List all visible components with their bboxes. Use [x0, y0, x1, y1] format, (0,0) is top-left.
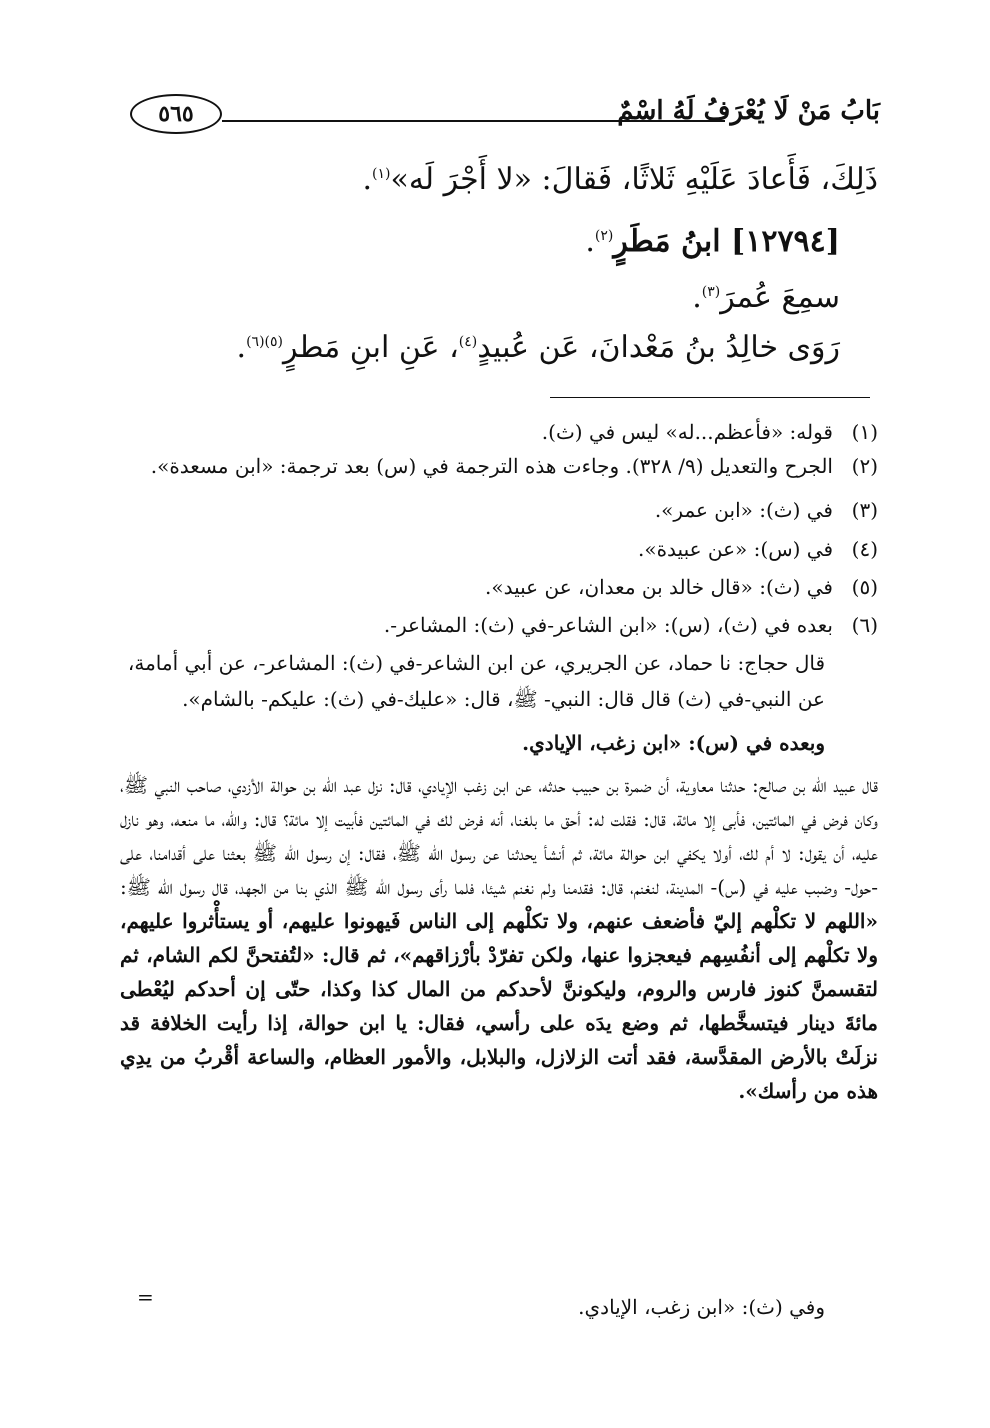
footnote-text: في (ث): «قال خالد بن معدان، عن عبيد».: [485, 575, 833, 599]
footnote-number: (٦): [851, 613, 878, 637]
footnote-ref: (٢): [594, 228, 614, 244]
footnote-4: [118, 532, 878, 566]
header-rule: [222, 120, 725, 122]
paragraph-text: قال عبيد الله بن صالح: حدثنا معاوية، أن ضمرة بن حبيب حدثه، عن ابن زغب الإيادي، قال: نزل عبد الله بن حوالة الأزدي، صاحب النبي ﷺ، وكان فرض في المائتين، فأبى إلا مائة، قال: فقلت له: أحق ما بلغنا، أنه فرض لك في المائتين فأبيت إلا مائة؟ قال: والله، ما منعه، وهو نازل عليه، أن يقول: لا أم لك، أولا يكفي ابن حوالة مائة، ثم أنشأ يحدثنا عن رسول الله ﷺ، فقال: إن رسول الله ﷺ بعثنا على أقدامنا، على -حول- وضبب عليه في (س)- المدينة، لنغنم، قال: فقدمنا ولم نغنم شيئا، فلما رأى رسول الله ﷺ الذي بنا من الجهد، قال رسول الله ﷺ:: [120, 773, 879, 899]
main-line-2: [١٢٧٩٤] ابنُ مَطَرٍ$^{(٢)}$.: [585, 224, 840, 259]
entry-heading: [١٢٧٩٤] ابنُ مَطَرٍ: [613, 224, 840, 259]
main-text: ، عَنِ ابنِ مَطرٍ: [283, 330, 459, 365]
footnote-3: [118, 493, 878, 527]
footnote-ref: (١): [372, 166, 391, 182]
footnote-6-line-3: عن النبي-في (ث) قال قال: النبي- ﷺ، قال: «عليك-في (ث): عليكم- بالشام».: [182, 687, 825, 711]
footnote-6-line-4: وبعده في (س): «ابن زغب، الإيادي.: [522, 731, 825, 755]
footnote-text: في (ث): «ابن عمر».: [654, 498, 833, 522]
page-number: ٥٦٥: [130, 94, 222, 134]
footnote-text: قوله: «فأعظم...له» ليس في (ث).: [541, 420, 833, 444]
footnote-number: (١): [851, 420, 878, 444]
footnote-ref: (٥)(٦): [246, 334, 284, 350]
page-header: [130, 92, 880, 142]
footnote-separator: [550, 397, 870, 398]
main-text: سمِعَ عُمرَ: [720, 280, 840, 315]
footnote-6-line-2: قال حجاج: نا حماد، عن الجريري، عن ابن الشاعر-في (ث): المشاعر-، عن أبي أمامة،: [127, 651, 825, 675]
footnote-2: [118, 449, 878, 483]
footnote-ref: (٣): [701, 284, 721, 300]
footnote-ref: (٤): [458, 334, 478, 350]
footnote-1: [118, 415, 878, 449]
footnote-6-last-line: وفي (ث): «ابن زغب، الإيادي.: [578, 1295, 825, 1319]
footnote-6: [118, 608, 878, 642]
main-text: رَوَى خالِدُ بنُ مَعْدانَ، عَن عُبيدٍ: [477, 330, 840, 365]
continuation-mark: =: [137, 1285, 154, 1309]
footnote-6-paragraph: [120, 768, 878, 1108]
footnote-text: بعده في (ث)، (س): «ابن الشاعر-في (ث): المشاعر-.: [383, 613, 833, 637]
main-line-4: رَوَى خالِدُ بنُ مَعْدانَ، عَن عُبيدٍ$^{(٤)}$، عَنِ ابنِ مَطرٍ$^{(٥)(٦)}$.: [236, 330, 840, 365]
footnote-text: في (س): «عن عبيدة».: [637, 537, 833, 561]
paragraph-bold-text: «اللهم لا تكلْهم إليّ فأضعف عنهم، ولا تكلْهم إلى الناس فَيهونوا عليهم، أو يستأْثروا عليهم، ولا تكلْهم إلى أنفُسِهم فيعجزوا عنها، ولكن تفرّدْ بأرْزاقهم»، ثم قال: «لتُفتحنَّ لكم الشام، ثم لتقسمنَّ كنوز فارس والروم، وليكوننَّ لأحدكم من المال كذا وكذا، حتّى إن أحدكم ليُعْطى مائةَ دينار فيتسخَّطها، ثم وضع يدَه على رأسي، فقال: يا ابن حوالة، إذا رأيت الخلافة قد نزلَتْ بالأرض المقدَّسة، فقد أتت الزلازل، والبلابل، والأمور العظام، والساعة أقْربُ من يدِي هذه من رأسك».: [120, 909, 879, 1103]
footnote-5: [118, 570, 878, 604]
chapter-title: بَابُ مَنْ لَا يُعْرَفُ لَهُ اسْمٌ: [617, 96, 880, 126]
footnote-number: (٤): [851, 537, 878, 561]
footnote-number: (٢): [851, 454, 878, 478]
footnote-number: (٥): [851, 575, 878, 599]
main-line-3: سمِعَ عُمرَ$^{(٣)}$.: [692, 280, 840, 315]
main-text: ذَلِكَ، فَأَعادَ عَلَيْهِ ثَلاثًا، فَقالَ: «لا أَجْرَ لَه»: [390, 162, 878, 197]
main-line-1: ذَلِكَ، فَأَعادَ عَلَيْهِ ثَلاثًا، فَقالَ: «لا أَجْرَ لَه»$^{(١)}$.: [362, 162, 878, 197]
footnote-number: (٣): [851, 498, 878, 522]
footnote-text: الجرح والتعديل (٩/ ٣٢٨). وجاءت هذه الترجمة في (س) بعد ترجمة: «ابن مسعدة».: [150, 454, 833, 478]
